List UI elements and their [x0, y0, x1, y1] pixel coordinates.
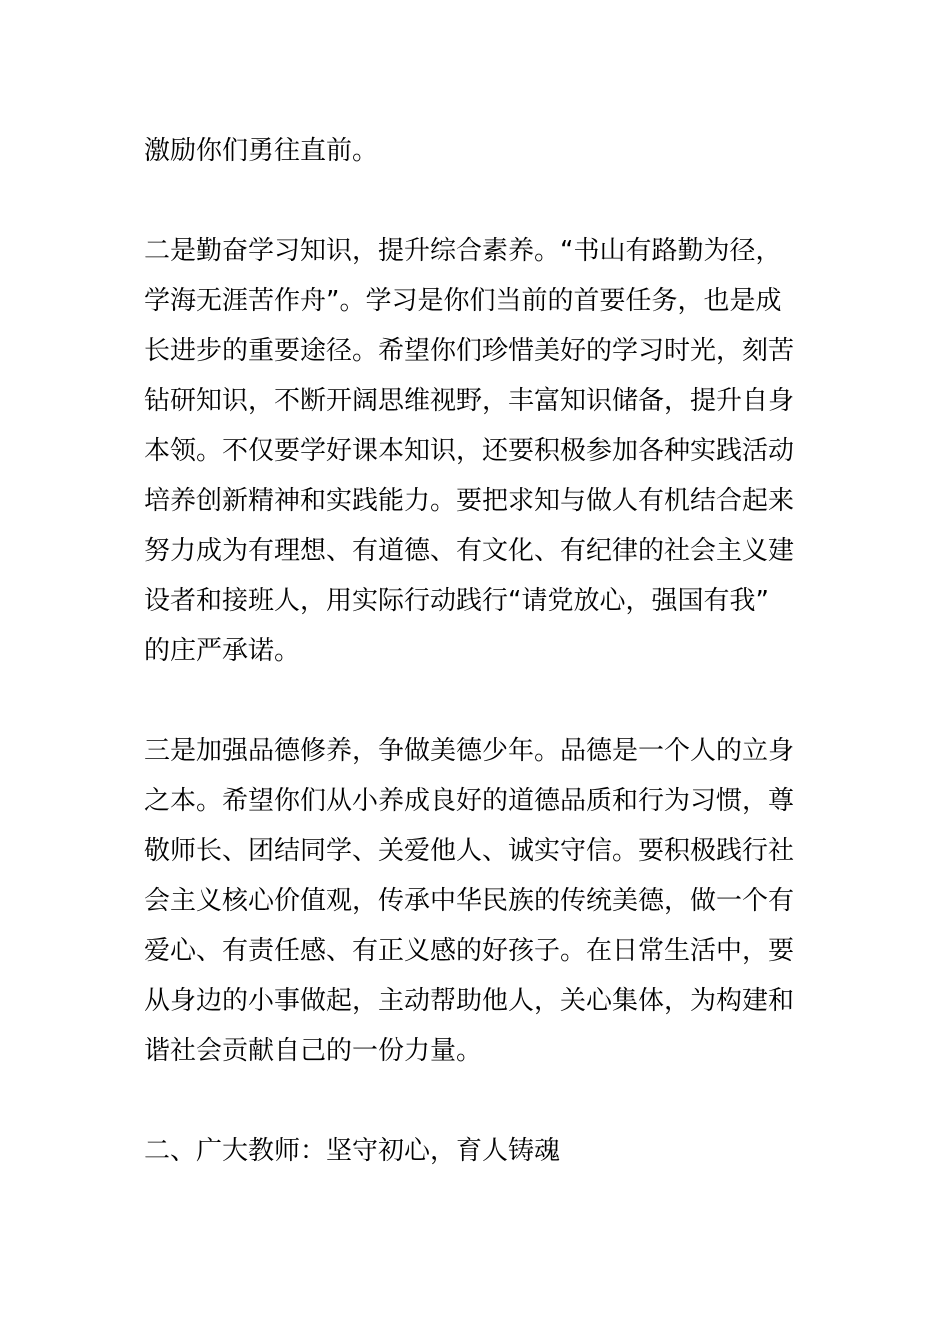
text-line: 激励你们勇往直前。 [144, 136, 379, 166]
text-line: 敬师长、团结同学、关爱他人、诚实守信。要积极践行社 [144, 836, 795, 866]
text-line: 钻研知识，不断开阔思维视野，丰富知识储备，提升自身 [144, 386, 795, 416]
paragraph-study-knowledge [144, 226, 812, 676]
text-line: 二是勤奋学习知识，提升综合素养。“书山有路勤为径， [144, 236, 782, 266]
text-line: 从身边的小事做起，主动帮助他人，关心集体，为构建和 [144, 986, 795, 1016]
paragraph-moral-cultivation [144, 726, 812, 1076]
text-line: 的庄严承诺。 [144, 636, 301, 666]
text-line: 设者和接班人，用实际行动践行“请党放心，强国有我” [144, 586, 769, 616]
text-line: 之本。希望你们从小养成良好的道德品质和行为习惯，尊 [144, 786, 795, 816]
text-line: 爱心、有责任感、有正义感的好孩子。在日常生活中，要 [144, 936, 795, 966]
text-line: 长进步的重要途径。希望你们珍惜美好的学习时光，刻苦 [144, 336, 795, 366]
paragraph-closing [144, 126, 812, 176]
text-line: 会主义核心价值观，传承中华民族的传统美德，做一个有 [144, 886, 795, 916]
section-heading-text: 二、广大教师：坚守初心，育人铸魂 [144, 1136, 561, 1166]
text-line: 三是加强品德修养，争做美德少年。品德是一个人的立身 [144, 736, 795, 766]
text-line: 培养创新精神和实践能力。要把求知与做人有机结合起来 [144, 486, 795, 516]
document-page [144, 126, 812, 1176]
text-line: 学海无涯苦作舟”。学习是你们当前的首要任务，也是成 [144, 286, 782, 316]
text-line: 本领。不仅要学好课本知识，还要积极参加各种实践活动 [144, 436, 795, 466]
text-line: 谐社会贡献自己的一份力量。 [144, 1036, 483, 1066]
text-line: 努力成为有理想、有道德、有文化、有纪律的社会主义建 [144, 536, 795, 566]
section-heading [144, 1126, 812, 1176]
